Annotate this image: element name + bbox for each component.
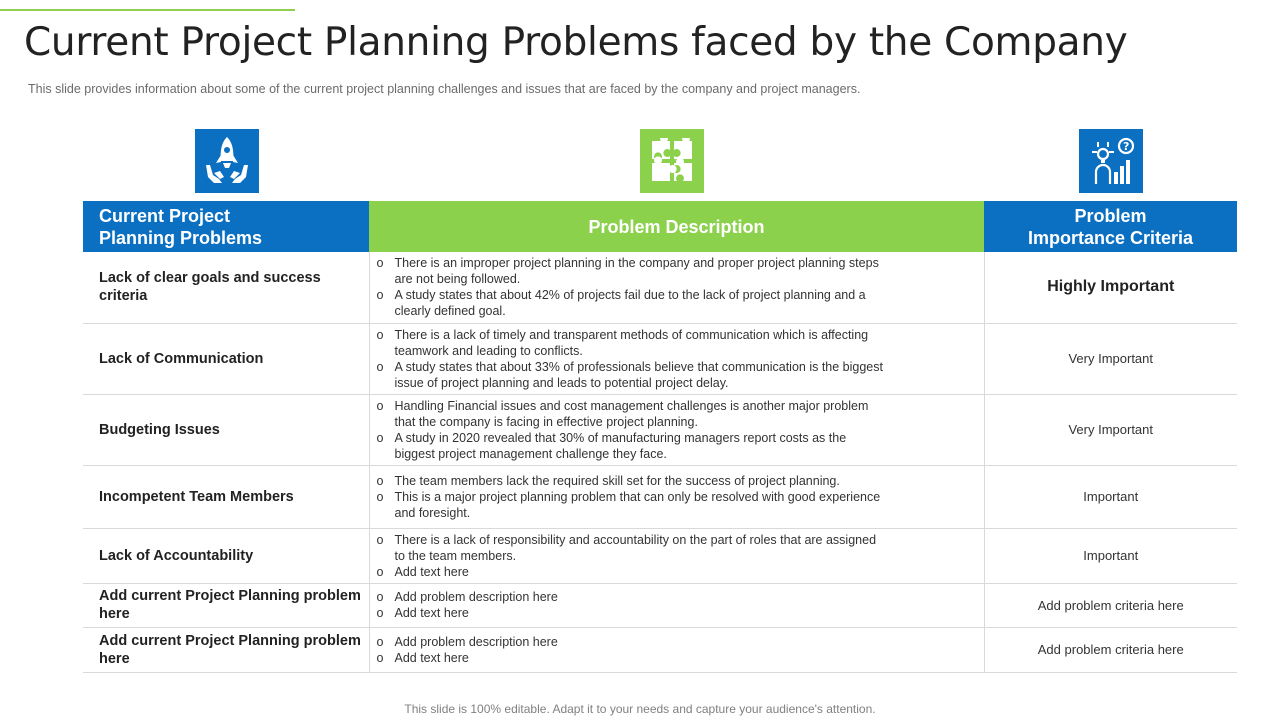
description-bullet: o There is a lack of timely and transparent methods of communication which is affecting teamwork and leading to conflicts.	[377, 327, 885, 359]
criteria-cell: Important	[984, 465, 1237, 528]
problem-cell: Add current Project Planning problem here	[83, 627, 369, 672]
description-bullet: o Add problem description here	[377, 589, 885, 605]
description-bullet: o Handling Financial issues and cost management challenges is another major problem that the company is facing in effective project planning.	[377, 398, 885, 430]
description-bullet: o Add text here	[377, 564, 885, 580]
criteria-cell: Add problem criteria here	[984, 583, 1237, 627]
description-bullet: o A study in 2020 revealed that 30% of manufacturing managers report costs as the biggest project management challenge they face.	[377, 430, 885, 462]
description-bullet: o There is a lack of responsibility and accountability on the part of roles that are assigned to the team members.	[377, 532, 885, 564]
description-bullet: o A study states that about 42% of projects fail due to the lack of project planning and a clearly defined goal.	[377, 287, 885, 319]
description-cell	[369, 252, 984, 323]
description-bullet: o Add text here	[377, 605, 885, 621]
problem-cell: Lack of Communication	[83, 323, 369, 394]
description-bullet: o The team members lack the required skill set for the success of project planning.	[377, 473, 885, 489]
problem-cell: Budgeting Issues	[83, 394, 369, 465]
table-row	[83, 627, 1237, 672]
criteria-cell: Important	[984, 528, 1237, 583]
title-accent-line	[0, 9, 295, 11]
table-row	[83, 465, 1237, 528]
rocket-in-hands-icon	[195, 129, 259, 193]
table-row	[83, 323, 1237, 394]
table-row	[83, 528, 1237, 583]
description-bullet: o There is an improper project planning in the company and proper project planning steps are not being followed.	[377, 255, 885, 287]
criteria-cell: Very Important	[984, 323, 1237, 394]
slide-title: Current Project Planning Problems faced by the Company	[24, 20, 1128, 65]
criteria-cell: Very Important	[984, 394, 1237, 465]
header-current-problems: Current Project Planning Problems	[83, 201, 369, 252]
problems-table	[83, 201, 1237, 673]
table-row	[83, 252, 1237, 323]
table-row	[83, 394, 1237, 465]
description-bullet: o Add problem description here	[377, 634, 885, 650]
header-problem-description: Problem Description	[369, 201, 984, 252]
description-bullet: o This is a major project planning problem that can only be resolved with good experience and foresight.	[377, 489, 885, 521]
description-bullet: o A study states that about 33% of professionals believe that communication is the biggest issue of project planning and leads to potential project delay.	[377, 359, 885, 391]
slide-subtitle: This slide provides information about some of the current project planning challenges and issues that are faced by the company and project managers.	[28, 82, 861, 96]
slide-footer: This slide is 100% editable. Adapt it to your needs and capture your audience's attention.	[404, 702, 876, 716]
criteria-cell: Highly Important	[984, 252, 1237, 323]
description-cell	[369, 323, 984, 394]
description-cell	[369, 394, 984, 465]
svg-text:?: ?	[1123, 140, 1130, 153]
table-header-row	[83, 201, 1237, 252]
puzzle-icon	[640, 129, 704, 193]
idea-analytics-icon	[1079, 129, 1143, 193]
description-cell	[369, 627, 984, 672]
description-cell	[369, 583, 984, 627]
problem-cell: Lack of Accountability	[83, 528, 369, 583]
criteria-cell: Add problem criteria here	[984, 627, 1237, 672]
header-importance-criteria: Problem Importance Criteria	[984, 201, 1237, 252]
description-bullet: o Add text here	[377, 650, 885, 666]
table-row	[83, 583, 1237, 627]
problem-cell: Add current Project Planning problem here	[83, 583, 369, 627]
description-cell	[369, 528, 984, 583]
problem-cell: Lack of clear goals and success criteria	[83, 252, 369, 323]
description-cell	[369, 465, 984, 528]
problem-cell: Incompetent Team Members	[83, 465, 369, 528]
